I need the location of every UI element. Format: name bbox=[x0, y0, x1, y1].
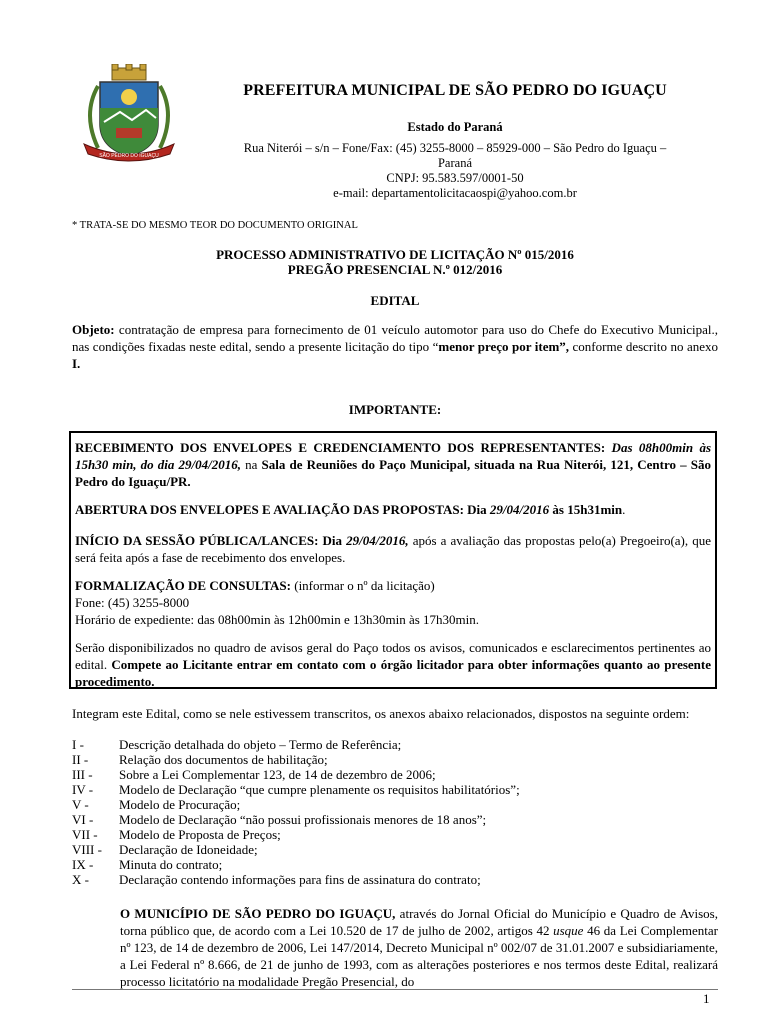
municipio-italic: usque bbox=[553, 923, 584, 938]
auction-number: PREGÃO PRESENCIAL N.º 012/2016 bbox=[287, 262, 503, 277]
objeto-label: Objeto: bbox=[72, 322, 115, 337]
opening-end: . bbox=[622, 502, 626, 517]
opening-paragraph bbox=[75, 501, 711, 518]
annex-number: II - bbox=[72, 752, 89, 767]
importante-heading: IMPORTANTE: bbox=[348, 402, 442, 417]
municipal-seal-logo bbox=[70, 64, 188, 164]
annex-text: Relação dos documentos de habilitação; bbox=[119, 752, 328, 767]
annex-text: Declaração contendo informações para fins de assinatura do contrato; bbox=[119, 872, 481, 887]
session-paragraph bbox=[75, 532, 711, 566]
annex-number: IV - bbox=[72, 782, 94, 797]
receipt-label: RECEBIMENTO DOS ENVELOPES E CREDENCIAMENTO DOS REPRESENTANTES: bbox=[75, 440, 606, 455]
notices-bold: Compete ao Licitante entrar em contato com o órgão licitador para obter informações quanto ao presente procedimento. bbox=[75, 657, 711, 689]
receipt-connector: na bbox=[241, 457, 262, 472]
cnpj: CNPJ: 95.583.597/0001-50 bbox=[386, 171, 524, 185]
objeto-text: contratação de empresa para fornecimento de 01 veículo automotor para uso do Chefe do Executivo Municipal., nas condições fixadas neste edital, sendo a presente licitação do tipo “ bbox=[72, 322, 718, 354]
process-number: PROCESSO ADMINISTRATIVO DE LICITAÇÃO Nº 015/2016 bbox=[216, 247, 574, 262]
annexes-intro: Integram este Edital, como se nele estivessem transcritos, os anexos abaixo relacionados, dispostos na seguinte ordem: bbox=[72, 706, 690, 721]
consultation-label: FORMALIZAÇÃO DE CONSULTAS: bbox=[75, 578, 291, 593]
municipio-text: através do Jornal Oficial do Município e Quadro de Avisos, torna público que, de acordo com a Lei 10.520 de 17 de julho de 2002, artigos 42 bbox=[120, 906, 718, 938]
notices-text: Serão disponibilizados no quadro de avisos geral do Paço todos os avisos, comunicados e esclarecimentos pertinentes ao edital. bbox=[75, 640, 711, 672]
annex-number: I - bbox=[72, 737, 84, 752]
receipt-paragraph bbox=[75, 439, 711, 490]
municipio-text-2: 46 da Lei Complementar nº 123, de 14 de dezembro de 2006, Lei 147/2014, Decreto Municipal nº 002/07 de 31.01.2007 e subsidiariamente, a Lei Federal nº 8.666, de 21 de junho de 1993, com as alterações posteriores e nos termos deste Edital, realizará processo licitatório na modalidade Pregão Presencial, do bbox=[120, 923, 718, 989]
objeto-paragraph bbox=[72, 321, 718, 372]
municipio-name: O MUNICÍPIO DE SÃO PEDRO DO IGUAÇU, bbox=[120, 906, 396, 921]
footer-divider bbox=[72, 989, 718, 990]
edital-heading: EDITAL bbox=[370, 293, 420, 308]
consultation-note: (informar o nº da licitação) bbox=[290, 578, 435, 593]
annex-text: Minuta do contrato; bbox=[119, 857, 223, 872]
annex-number: V - bbox=[72, 797, 89, 812]
annex-text: Declaração de Idoneidade; bbox=[119, 842, 258, 857]
annex-text: Descrição detalhada do objeto – Termo de Referência; bbox=[119, 737, 402, 752]
email: e-mail: departamentolicitacaospi@yahoo.com.br bbox=[333, 186, 577, 200]
annex-number: VIII - bbox=[72, 842, 102, 857]
objeto-annex: I. bbox=[72, 356, 81, 371]
receipt-location: Sala de Reuniões do Paço Municipal, situada na Rua Niterói, 121, Centro – São Pedro do Iguaçu/PR. bbox=[75, 457, 711, 489]
state-name: Estado do Paraná bbox=[407, 120, 503, 134]
objeto-text-2: conforme descrito no anexo bbox=[569, 339, 718, 354]
seal-ribbon-text: SÃO PEDRO DO IGUAÇU bbox=[99, 153, 159, 159]
opening-time: às 15h31min bbox=[549, 502, 623, 517]
page-number: 1 bbox=[703, 991, 710, 1006]
annex-number: III - bbox=[72, 767, 93, 782]
session-text: após a avaliação das propostas pelo(a) Pregoeiro(a), que será feita após a fase de recebimento dos envelopes. bbox=[75, 533, 711, 565]
consultation-paragraph bbox=[75, 577, 711, 628]
receipt-time: Das 08h00min às 15h30 min, do dia 29/04/2016, bbox=[75, 440, 711, 472]
important-info-box bbox=[69, 431, 717, 689]
consultation-hours: Horário de expediente: das 08h00min às 12h00min e 13h30min às 17h30min. bbox=[75, 612, 480, 627]
municipio-paragraph bbox=[120, 905, 718, 990]
consultation-phone: Fone: (45) 3255-8000 bbox=[75, 595, 190, 610]
annex-text: Sobre a Lei Complementar 123, de 14 de dezembro de 2006; bbox=[119, 767, 436, 782]
page-title: PREFEITURA MUNICIPAL DE SÃO PEDRO DO IGUAÇU bbox=[243, 82, 667, 99]
annex-text: Modelo de Procuração; bbox=[119, 797, 241, 812]
notices-paragraph bbox=[75, 639, 711, 690]
opening-label: ABERTURA DOS ENVELOPES E AVALIAÇÃO DAS PROPOSTAS: Dia bbox=[75, 502, 490, 517]
annex-number: IX - bbox=[72, 857, 94, 872]
annex-number: X - bbox=[72, 872, 89, 887]
original-copy-note: * TRATA-SE DO MESMO TEOR DO DOCUMENTO ORIGINAL bbox=[72, 220, 358, 231]
opening-date: 29/04/2016 bbox=[489, 502, 550, 517]
session-label: INÍCIO DA SESSÃO PÚBLICA/LANCES: Dia bbox=[75, 533, 347, 548]
annex-text: Modelo de Declaração “não possui profissionais menores de 18 anos”; bbox=[119, 812, 487, 827]
annex-text: Modelo de Proposta de Preços; bbox=[119, 827, 281, 842]
annex-text: Modelo de Declaração “que cumpre plenamente os requisitos habilitatórios”; bbox=[119, 782, 520, 797]
session-date: 29/04/2016, bbox=[346, 533, 409, 548]
address-line-1: Rua Niterói – s/n – Fone/Fax: (45) 3255-8000 – 85929-000 – São Pedro do Iguaçu – bbox=[243, 141, 667, 155]
address-line-2: Paraná bbox=[437, 156, 472, 170]
annex-number: VI - bbox=[72, 812, 94, 827]
annex-number: VII - bbox=[72, 827, 98, 842]
objeto-bold: menor preço por item”, bbox=[438, 339, 570, 354]
